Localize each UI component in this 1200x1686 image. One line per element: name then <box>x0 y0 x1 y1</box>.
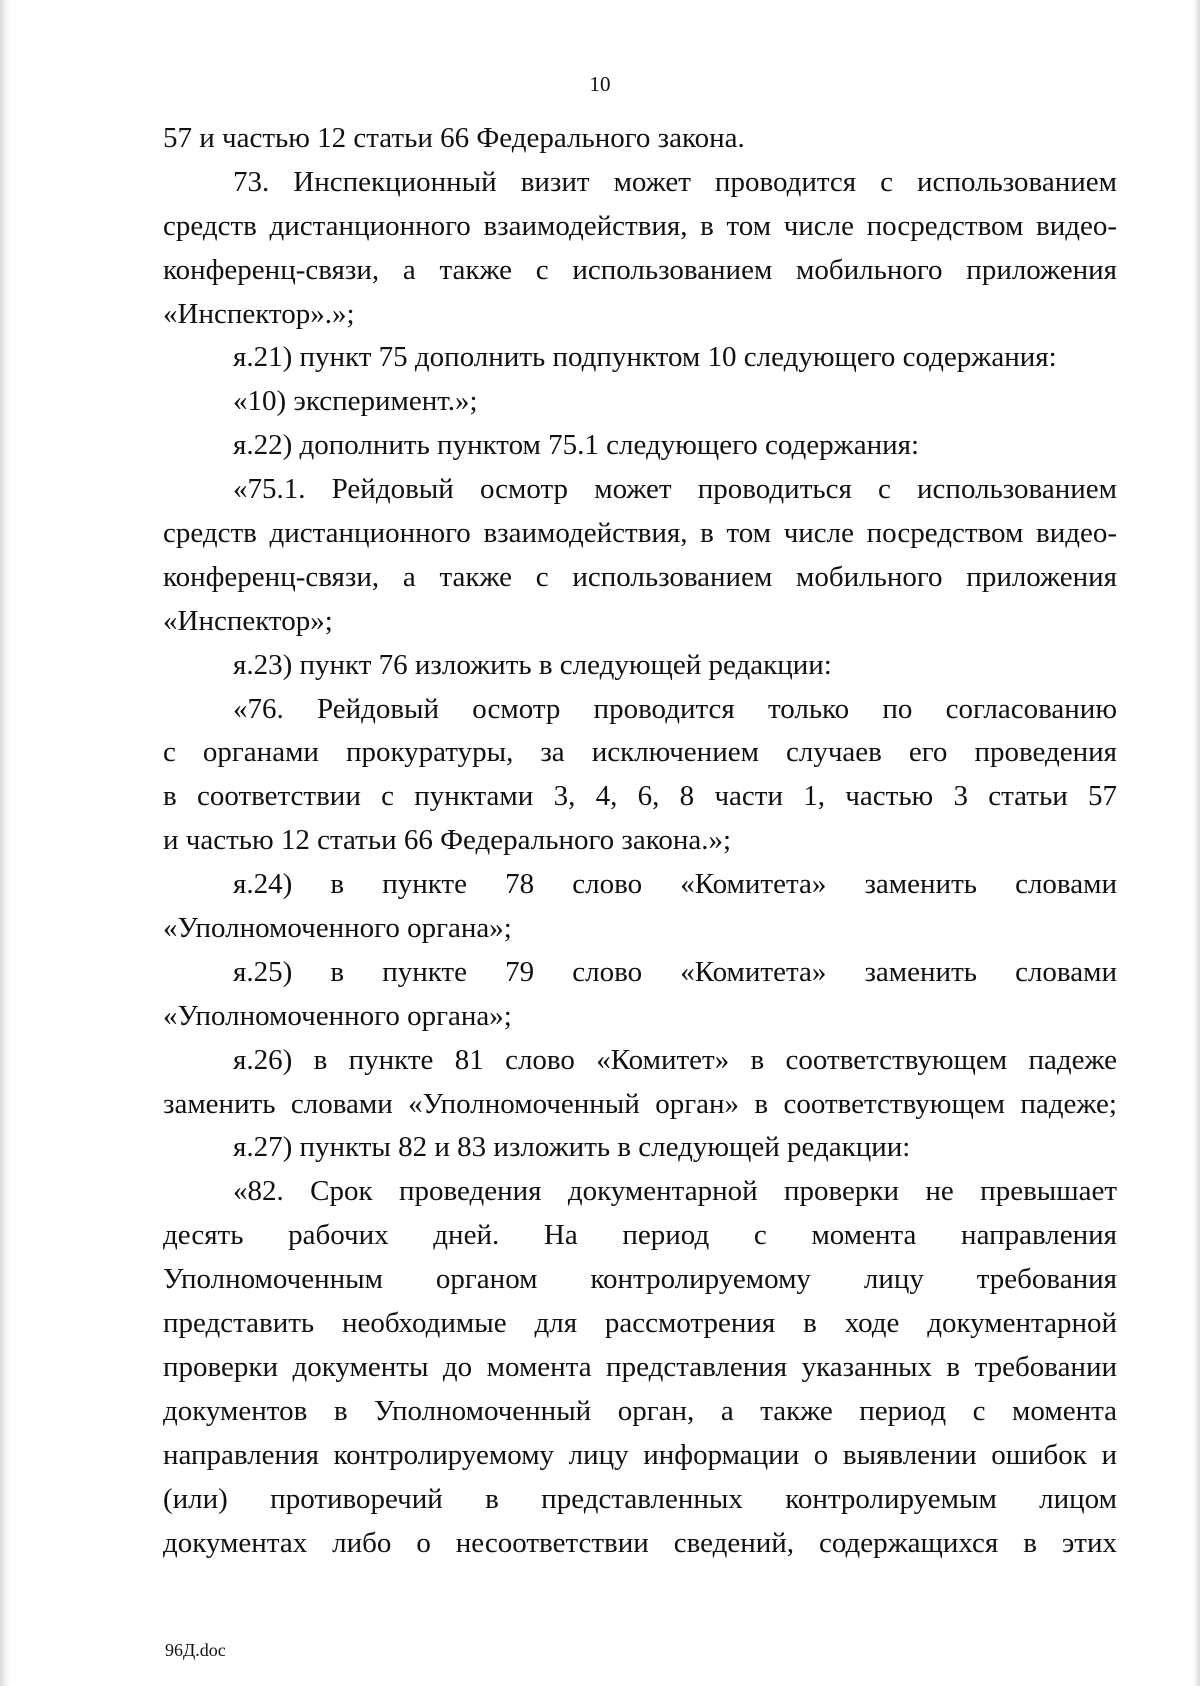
text-line: конференц-связи, а также с использованием мобильного приложения <box>163 560 1117 593</box>
text-line: «Уполномоченного органа»; <box>163 999 512 1032</box>
text-line: я.21) пункт 75 дополнить подпунктом 10 следующего содержания: <box>233 341 1057 374</box>
text-line: я.24) в пункте 78 слово «Комитета» заменить словами <box>233 868 1117 901</box>
text-line: я.23) пункт 76 изложить в следующей редакции: <box>233 648 832 681</box>
text-line: проверки документы до момента представления указанных в требовании <box>163 1350 1117 1383</box>
text-line: 73. Инспекционный визит может проводится с использованием <box>233 165 1117 198</box>
text-line: десять рабочих дней. На период с момента направления <box>163 1219 1117 1252</box>
text-line: заменить словами «Уполномоченный орган» в соответствующем падеже; <box>163 1087 1117 1120</box>
text-line: «Уполномоченного органа»; <box>163 912 512 945</box>
text-line: конференц-связи, а также с использованием мобильного приложения <box>163 253 1117 286</box>
scan-edge-left <box>0 0 10 1686</box>
text-line: направления контролируемому лицу информации о выявлении ошибок и <box>163 1438 1117 1471</box>
document-body <box>163 117 1117 1565</box>
text-line: и частью 12 статьи 66 Федерального закона.»; <box>163 824 732 857</box>
text-line: с органами прокуратуры, за исключением случаев его проведения <box>163 736 1117 769</box>
text-line: средств дистанционного взаимодействия, в том числе посредством видео- <box>163 517 1117 550</box>
page-number: 10 <box>589 72 611 96</box>
text-line: я.22) дополнить пунктом 75.1 следующего содержания: <box>233 429 920 462</box>
scan-edge-right <box>1192 0 1200 1686</box>
text-line: 57 и частью 12 статьи 66 Федерального закона. <box>163 122 745 154</box>
text-line: «76. Рейдовый осмотр проводится только по согласованию <box>233 692 1117 725</box>
text-line: «Инспектор».»; <box>163 297 355 330</box>
text-line: я.27) пункты 82 и 83 изложить в следующей редакции: <box>233 1131 911 1164</box>
text-line: «75.1. Рейдовый осмотр может проводиться с использованием <box>233 473 1117 506</box>
text-line: представить необходимые для рассмотрения в ходе документарной <box>163 1307 1117 1340</box>
text-line: документах либо о несоответствии сведений, содержащихся в этих <box>163 1526 1117 1559</box>
text-line: Уполномоченным органом контролируемому лицу требования <box>163 1263 1117 1296</box>
text-line: «82. Срок проведения документарной проверки не превышает <box>233 1175 1117 1208</box>
footer-filename: 96Д.doc <box>165 1640 226 1660</box>
text-line: в соответствии с пунктами 3, 4, 6, 8 части 1, частью 3 статьи 57 <box>163 780 1117 813</box>
text-line: документов в Уполномоченный орган, а также период с момента <box>163 1394 1117 1427</box>
text-line: средств дистанционного взаимодействия, в том числе посредством видео- <box>163 209 1117 242</box>
text-line: «10) эксперимент.»; <box>233 385 478 418</box>
text-line: «Инспектор»; <box>163 604 333 637</box>
text-line: (или) противоречий в представленных контролируемым лицом <box>163 1482 1117 1515</box>
text-line: я.25) в пункте 79 слово «Комитета» заменить словами <box>233 955 1117 988</box>
text-line: я.26) в пункте 81 слово «Комитет» в соответствующем падеже <box>233 1043 1117 1076</box>
